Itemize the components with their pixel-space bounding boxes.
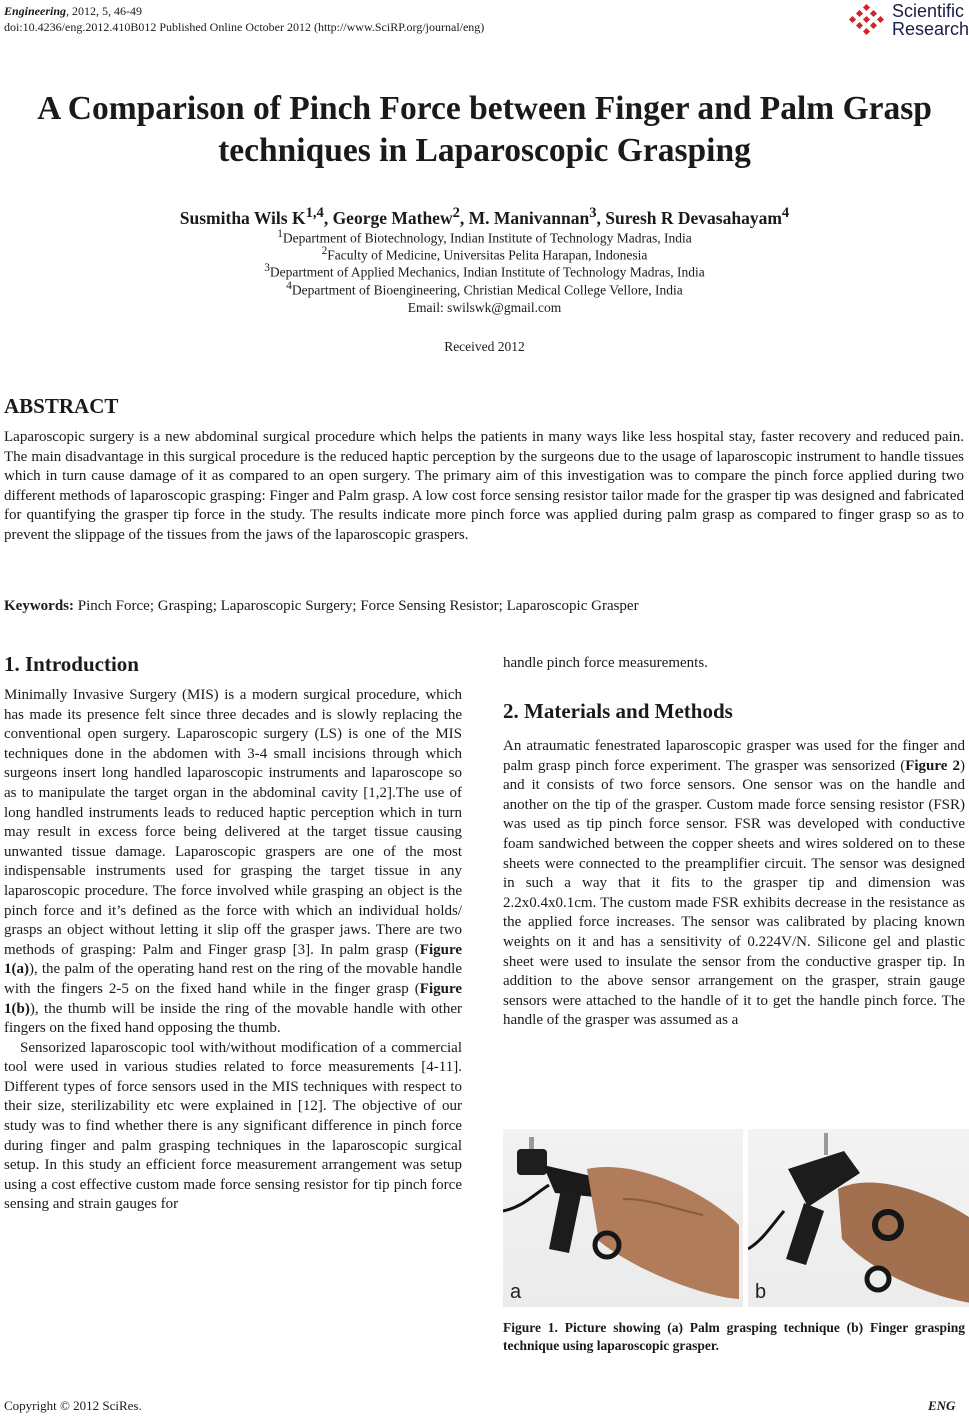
figure-photo-palm-grasp	[503, 1129, 743, 1307]
publisher-logo-text: Scientific Research	[892, 1, 969, 39]
affiliation: $^4$Department of Bioengineering, Christian Medical College Vellore, India	[286, 280, 683, 298]
keywords: Keywords: Pinch Force; Grasping; Laparoscopic Surgery; Force Sensing Resistor; Laparoscopic Grasper	[4, 598, 639, 614]
paper-title: A Comparison of Pinch Force between Finger and Palm Grasp techniques in Laparoscopic Grasping	[37, 90, 932, 169]
abstract-heading: ABSTRACT	[4, 394, 119, 418]
author-email: Email: swilswk@gmail.com	[407, 300, 562, 315]
methods-body	[503, 737, 965, 1031]
paragraph: Minimally Invasive Surgery (MIS) is a modern surgical procedure, which has made its presence felt since three decades and is slowly replacing the conventional open surgery. Laparoscopic surgery (LS) is one of the MIS techniques done in the abdomen with 3-4 small incisions through which surgeons insert long handled laparoscopic instruments and laparoscope so as to manipulate the target organ in the abdominal cavity [1,2].The use of long handled instruments leads to reduced haptic perception which in turn may result in excess force being delivered at the target tissue causing unwanted tissue damage. Laparoscopic graspers are one of the most indispensable instruments used for grasping the target tissue in any laparoscopic procedure. The force involved while grasping an object is the pinch force and it’s defined as the force with which an individual holds/ grasps an object without letting it slip off the grasper jaws. There are two methods of grasping: Palm and Finger grasp [3]. In palm grasp (Figure 1(a)), the palm of the operating hand rest on the ring of the movable handle with the fingers 2-5 on the fixed hand while in the finger grasp (Figure 1(b)), the thumb will be inside the ring of the movable handle with other fingers on the fixed hand opposing the thumb.	[4, 687, 462, 1037]
received-date: Received 2012	[444, 339, 525, 354]
affiliation: $^3$Department of Applied Mechanics, Indian Institute of Technology Madras, India	[264, 262, 705, 280]
copyright: Copyright © 2012 SciRes.	[4, 1398, 142, 1413]
figure-panel-label: a	[510, 1281, 522, 1303]
intro-body	[4, 686, 462, 1215]
author-name: Suresh R Devasahayam	[605, 207, 782, 228]
paragraph: An atraumatic fenestrated laparoscopic grasper was used for the finger and palm grasp pinch force experiment. The grasper was sensorized (Figure 2) and it consists of two force sensors. One sensor was on the handle and another on the tip of the grasper. Custom made force sensing resistor (FSR) was used as tip pinch force sensor. FSR was developed with conductive foam sandwiched between the copper sheets and wires soldered on to these sheets were connected to the preamplifier circuit. The sensor was designed in such a way that it fits to the grasper tip and dimension was 2.2x0.4x0.1cm. The custom made FSR exhibits decrease in the resistance as the applied force increases. The sensor was calibrated by placing known weights on it and has a sensitivity of 0.224V/N. Silicone gel and plastic sheet were used to insulate the sensor from the conductive grasper tip. In addition to the above sensor arrangement on the grasper, strain gauge sensors were attached to the handle of it to get the handle pinch force. The handle of the grasper was assumed as a	[503, 738, 965, 1029]
affiliation: $^1$Department of Biotechnology, Indian Institute of Technology Madras, India	[277, 228, 692, 246]
figure-panel-label: b	[755, 1281, 767, 1303]
author-name: M. Manivannan	[468, 207, 590, 228]
figure-ref: Figure 2	[905, 757, 960, 774]
paragraph: Sensorized laparoscopic tool with/without modification of a commercial tool were used in various studies related to force measurements [4-11]. Different types of force sensors used in the MIS techniques with respect to their size, sterilizability etc were explained in [12]. The objective of our study was to find whether there is any significant difference in pinch force during finger and palm grasping techniques in the laparoscopic surgical setup. In this study an efficient force measurement arrangement was setup using a cost effective custom made force sensing resistor for tip pinch force sensing and strain gauges for	[4, 1039, 462, 1213]
journal-citation: Engineering, 2012, 5, 46-49	[4, 4, 143, 18]
affiliation: $^2$Faculty of Medicine, Universitas Pelita Harapan, Indonesia	[321, 245, 648, 263]
author-name: George Mathew	[332, 207, 453, 228]
intro-continuation: handle pinch force measurements.	[503, 655, 708, 671]
author-list: Susmitha Wils K$^{1,4}$, George Mathew$^2$, M. Manivannan$^3$, Suresh R Devasahayam$^4$	[179, 205, 790, 228]
figure-caption: Figure 1. Picture showing (a) Palm grasping technique (b) Finger grasping technique using laparoscopic grasper.	[503, 1320, 965, 1353]
intro-heading: 1. Introduction	[4, 652, 139, 676]
journal-abbreviation: ENG	[928, 1398, 956, 1413]
figure-ref: Figure 1(a)	[4, 941, 462, 978]
methods-heading: 2. Materials and Methods	[503, 699, 733, 723]
doi-line: doi:10.4236/eng.2012.410B012 Published Online October 2012 (http://www.SciRP.org/journal/eng)	[4, 20, 485, 34]
abstract-text: Laparoscopic surgery is a new abdominal surgical procedure which helps the patients in many ways like less hospital stay, faster recovery and reduced pain. The main disadvantage in this surgical procedure is the reduced haptic perception by the surgeons due to the usage of laparoscopic instrument to handle tissues which in turn cause damage of it as compared to an open surgery. The primary aim of this investigation was to compare the pinch force applied during two different methods of laparoscopic grasping: Finger and Palm grasp. A low cost force sensing resistor tailor made for the grasper tip was designed and fabricated for quantifying the grasper tip force in the study. The results indicate more pinch force was applied during palm grasp as compared to finger grasp so as to prevent the slippage of the tissues from the jaws of the laparoscopic graspers.	[4, 429, 964, 543]
figure-ref: Figure 1(b)	[4, 980, 462, 1017]
figure-photo-finger-grasp	[748, 1129, 969, 1307]
author-name: Susmitha Wils K	[179, 207, 306, 228]
